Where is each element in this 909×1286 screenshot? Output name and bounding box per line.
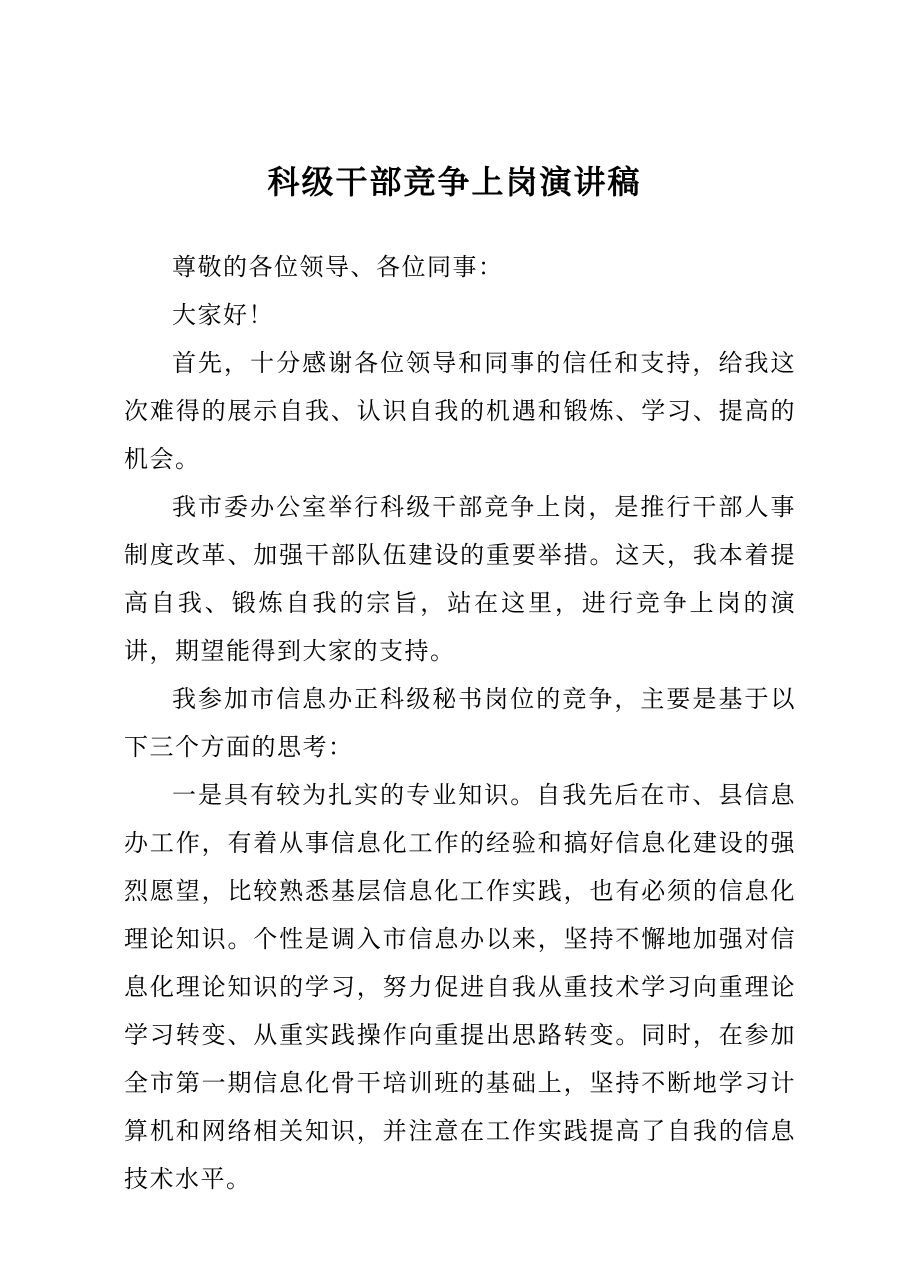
document-title: 科级干部竞争上岗演讲稿 [267,163,642,201]
document-body [124,243,796,1203]
greeting-paragraph: 大家好！ [172,301,274,329]
thanks-paragraph: 首先，十分感谢各位领导和同事的信任和支持，给我这次难得的展示自我、认识自我的机遇和锻炼、学习、提高的机会。 [124,349,796,473]
position-paragraph: 我参加市信息办正科级秘书岗位的竞争，主要是基于以下三个方面的思考： [124,685,796,761]
salutation-paragraph: 尊敬的各位领导、各位同事： [172,253,504,281]
qualification-paragraph: 一是具有较为扎实的专业知识。自我先后在市、县信息办工作，有着从事信息化工作的经验和搞好信息化建设的强烈愿望，比较熟悉基层信息化工作实践，也有必须的信息化理论知识。个性是调入市信息办以来，坚持不懈地加强对信息化理论知识的学习，努力促进自我从重技术学习向重理论学习转变、从重实践操作向重提出思路转变。同时，在参加全市第一期信息化骨干培训班的基础上，坚持不断地学习计算机和网络相关知识，并注意在工作实践提高了自我的信息技术水平。 [124,781,796,1193]
purpose-paragraph: 我市委办公室举行科级干部竞争上岗，是推行干部人事制度改革、加强干部队伍建设的重要举措。这天，我本着提高自我、锻炼自我的宗旨，站在这里，进行竞争上岗的演讲，期望能得到大家的支持。 [124,493,796,665]
